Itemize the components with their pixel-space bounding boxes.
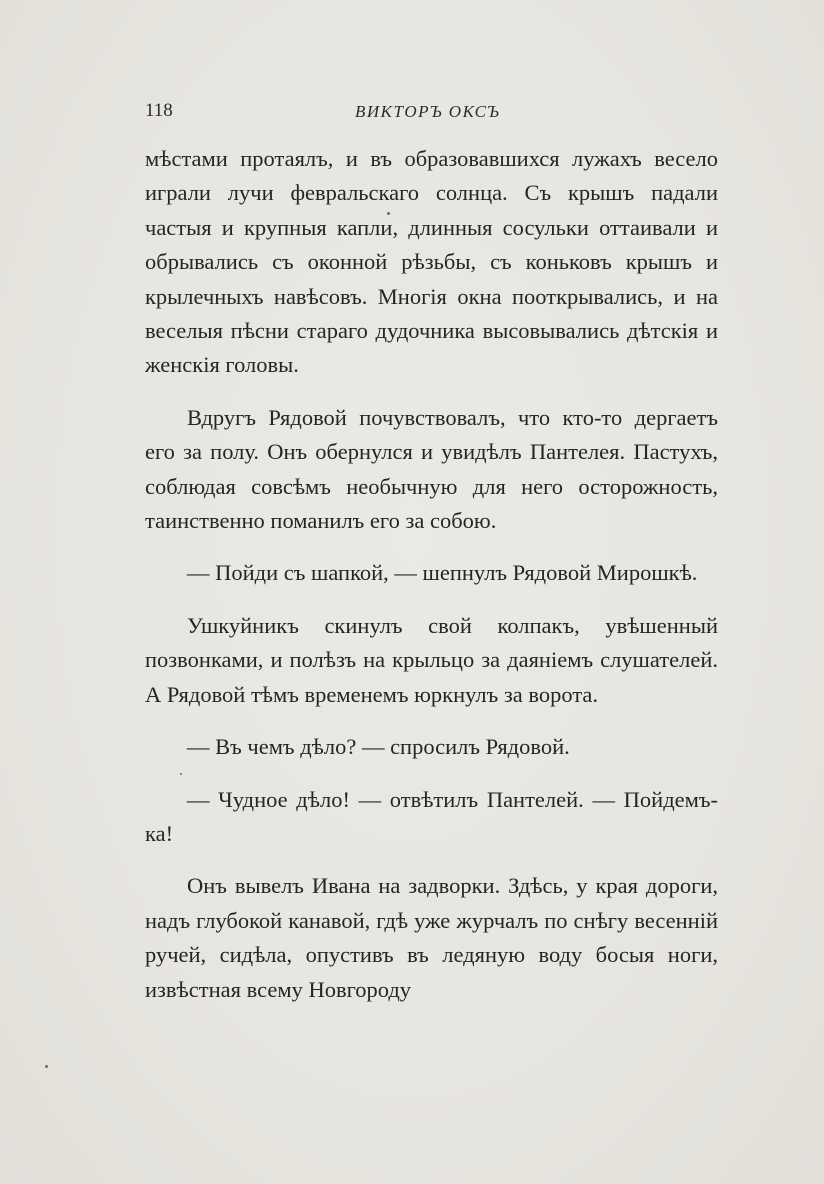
- running-title: ВИКТОРЪ ОКСЪ: [355, 102, 501, 121]
- paper-speck: [180, 773, 182, 775]
- paragraph: Ушкуйникъ скинулъ свой колпакъ, увѣшенный позвонками, и полѣзъ на крыльцо за даяніемъ слушателей. А Рядовой тѣмъ временемъ юркнулъ за ворота.: [145, 612, 718, 707]
- dialogue-line: — Чудное дѣло! — отвѣтилъ Пантелей. — Пойдемъ-ка!: [145, 786, 718, 846]
- dialogue-line: — Пойди съ шапкой, — шепнулъ Рядовой Мирошкѣ.: [187, 560, 698, 586]
- paper-speck: [387, 212, 390, 215]
- paper-speck: [45, 1065, 48, 1068]
- body-text: [145, 142, 718, 1007]
- paragraph: мѣстами протаялъ, и въ образовавшихся лужахъ весело играли лучи февральскаго солнца. Съ крышъ падали частыя и крупныя капли, длинныя сосульки оттаивали и обрывались съ оконной рѣзьбы, съ коньковъ крышъ и крылечныхъ навѣсовъ. Многія окна пооткрывались, и на веселыя пѣсни стараго дудочника высовывались дѣтскія и женскія головы.: [145, 146, 718, 378]
- paragraph: Вдругъ Рядовой почувствовалъ, что кто-то дергаетъ его за полу. Онъ обернулся и увидѣлъ Пантелея. Пастухъ, соблюдая совсѣмъ необычную для него осторожность, таинственно поманилъ его за собою.: [145, 404, 718, 534]
- paragraph: Онъ вывелъ Ивана на задворки. Здѣсь, у края дороги, надъ глубокой канавой, гдѣ уже журчалъ по снѣгу весенній ручей, сидѣла, опустивъ въ ледяную воду босыя ноги, извѣстная всему Новгороду: [145, 873, 718, 1002]
- page-number: 118: [145, 100, 173, 121]
- page-header: [145, 100, 718, 130]
- dialogue-line: — Въ чемъ дѣло? — спросилъ Рядовой.: [187, 734, 570, 760]
